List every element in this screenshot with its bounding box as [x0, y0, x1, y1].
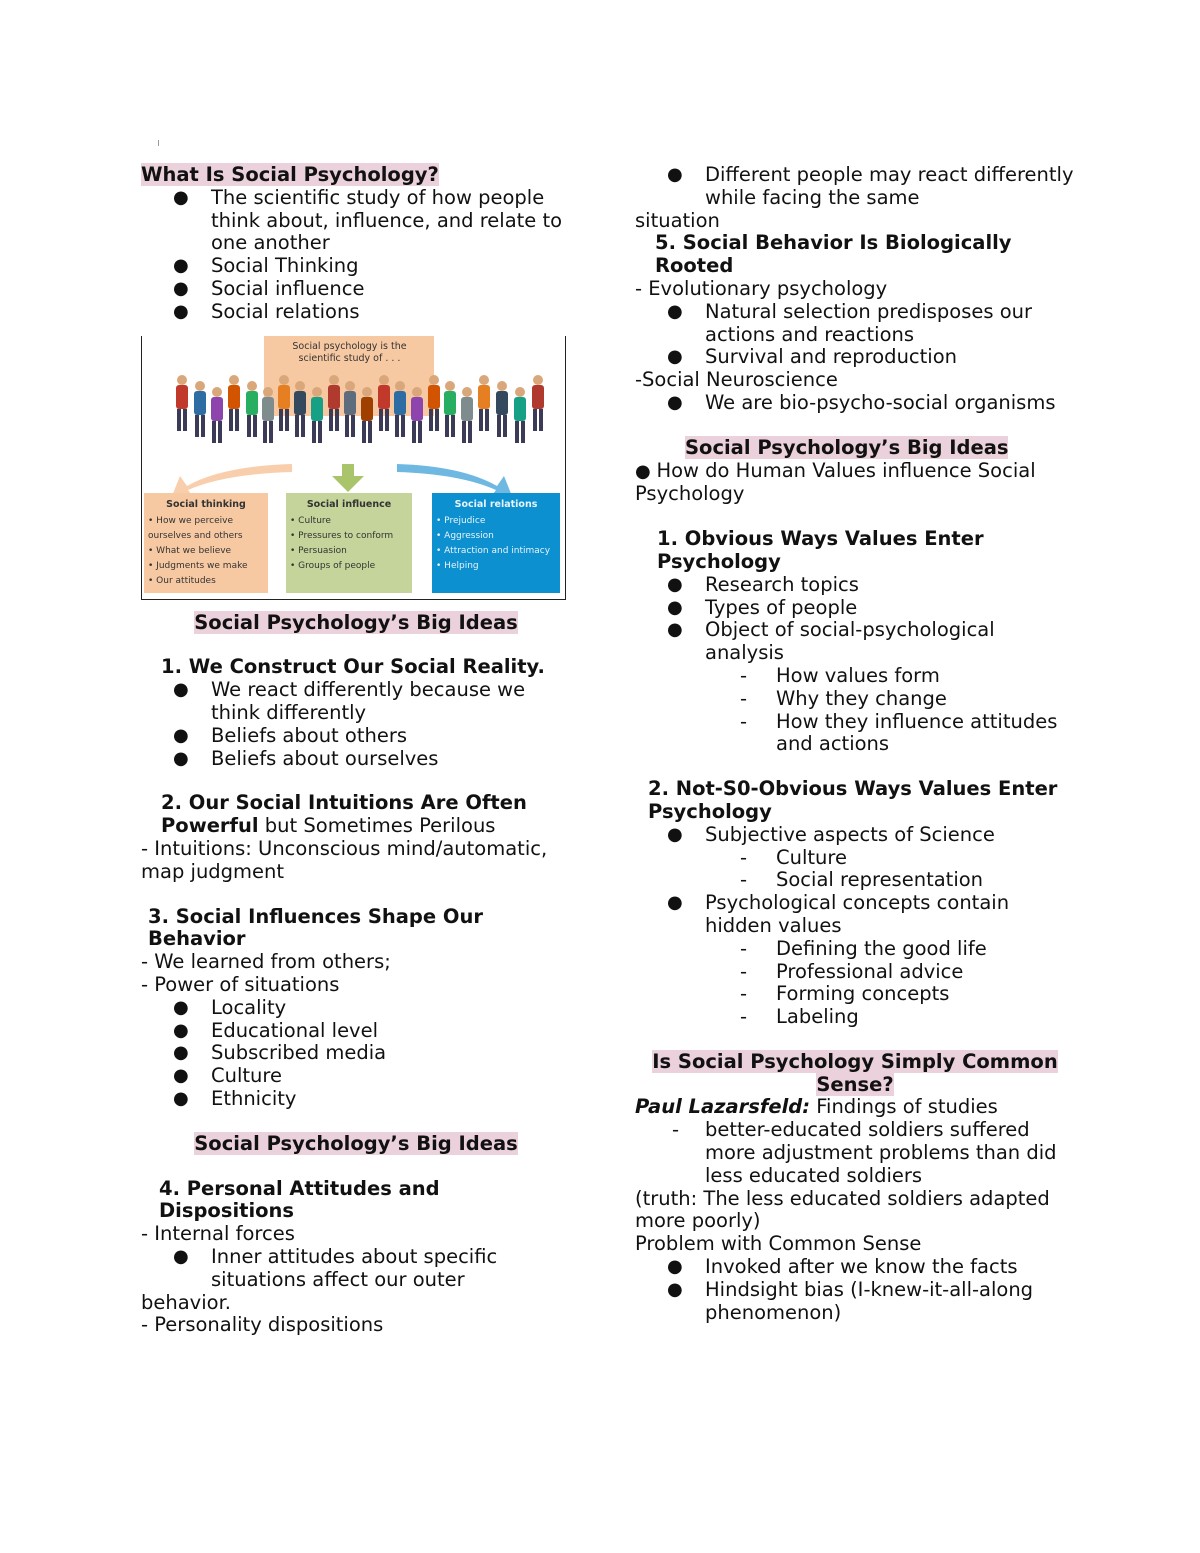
list-item: ● Invoked after we know the facts	[635, 1256, 1075, 1279]
person-leg-icon	[362, 421, 366, 443]
list-item: ● We react differently because we think differently	[141, 679, 571, 725]
question-line	[635, 460, 1075, 507]
person-head-icon	[329, 375, 339, 385]
person-head-icon	[263, 387, 273, 397]
person-leg-icon	[335, 409, 339, 431]
figure-box-item: • Persuasion	[290, 544, 408, 559]
person-leg-icon	[235, 409, 239, 431]
person-leg-icon	[229, 409, 233, 431]
list-item: ● Locality	[141, 997, 571, 1020]
heading-big-ideas: Social Psychology’s Big Ideas	[194, 1131, 518, 1155]
person-body-icon	[444, 391, 456, 415]
person-leg-icon	[395, 415, 399, 437]
heading-big-ideas: Social Psychology’s Big Ideas	[194, 610, 518, 634]
person-body-icon	[478, 385, 490, 409]
person-leg-icon	[521, 421, 525, 443]
list-item: ● Ethnicity	[141, 1088, 571, 1111]
section-list	[635, 892, 1075, 938]
person-head-icon	[462, 387, 472, 397]
sub-item: - Professional advice	[635, 961, 1075, 984]
text-line: - Internal forces	[141, 1222, 295, 1246]
sub-list	[635, 1119, 1075, 1187]
person-leg-icon	[515, 421, 519, 443]
person-body-icon	[361, 397, 373, 421]
list-item: ● Beliefs about ourselves	[141, 748, 571, 771]
text-line: behavior.	[141, 1290, 231, 1314]
figure-box-title: Social thinking	[166, 498, 246, 510]
section-title	[141, 792, 571, 838]
section-list	[635, 392, 1075, 415]
person-leg-icon	[212, 421, 216, 443]
list-item: ● Inner attitudes about specific situations affect our outer	[141, 1246, 571, 1292]
person-body-icon	[246, 391, 258, 415]
question-text: How do Human Values influence Social Psychology	[635, 458, 1036, 506]
text-line	[635, 1096, 1075, 1119]
person-head-icon	[533, 375, 543, 385]
person-body-icon	[514, 397, 526, 421]
sub-item: - How values form	[635, 665, 1075, 688]
person-head-icon	[515, 387, 525, 397]
figure-box-item: • Culture	[290, 514, 408, 529]
person-head-icon	[429, 375, 439, 385]
person-leg-icon	[351, 415, 355, 437]
list-item: ● Beliefs about others	[141, 725, 571, 748]
person-leg-icon	[401, 415, 405, 437]
section-list	[635, 1256, 1075, 1324]
social-psychology-figure	[141, 336, 566, 600]
person-leg-icon	[368, 421, 372, 443]
list-item: ● Survival and reproduction	[635, 346, 1075, 369]
sub-item: - Why they change	[635, 688, 1075, 711]
text-line: - Personality dispositions	[141, 1313, 384, 1337]
list-item: ● Psychological concepts contain hidden values	[635, 892, 1075, 938]
figure-box-item: • Helping	[436, 559, 556, 574]
person-leg-icon	[462, 421, 466, 443]
figure-box-item: • Our attitudes	[148, 574, 264, 589]
list-item: ● We are bio-psycho-social organisms	[635, 392, 1075, 415]
person-leg-icon	[183, 409, 187, 431]
person-body-icon	[378, 385, 390, 409]
person-leg-icon	[312, 421, 316, 443]
section-title-bold: 2. Our Social Intuitions Are Often Powerful	[161, 791, 527, 838]
list-item: ● Hindsight bias (I-knew-it-all-along phenomenon)	[635, 1279, 1075, 1325]
sub-item: - Defining the good life	[635, 938, 1075, 961]
section-list	[141, 1246, 571, 1292]
figure-box-item: • Prejudice	[436, 514, 556, 529]
section-list	[635, 301, 1075, 369]
section-title: 3. Social Influences Shape Our Behavior	[148, 904, 483, 951]
person-leg-icon	[263, 421, 267, 443]
person-head-icon	[295, 381, 305, 391]
person-body-icon	[461, 397, 473, 421]
figure-top-caption: Social psychology is the scientific study of . . .	[292, 340, 407, 364]
person-leg-icon	[318, 421, 322, 443]
list-item: ● Types of people	[635, 597, 1075, 620]
person-head-icon	[312, 387, 322, 397]
list-item: ● Subscribed media	[141, 1042, 571, 1065]
person-head-icon	[229, 375, 239, 385]
person-leg-icon	[429, 409, 433, 431]
what-list	[141, 187, 571, 324]
sub-item: - better-educated soldiers suffered more adjustment problems than did less educated soldiers	[635, 1119, 1075, 1187]
person-body-icon	[496, 391, 508, 415]
section-list	[635, 574, 1075, 665]
section-list	[635, 824, 1075, 847]
text-line: - Power of situations	[141, 972, 340, 996]
list-item: ● Natural selection predisposes our actions and reactions	[635, 301, 1075, 347]
person-body-icon	[311, 397, 323, 421]
list-item: ● Research topics	[635, 574, 1075, 597]
section-list	[141, 679, 571, 770]
text-line: - We learned from others;	[141, 950, 391, 974]
list-item: ● Subjective aspects of Science	[635, 824, 1075, 847]
person-head-icon	[195, 381, 205, 391]
author-name: Paul Lazarsfeld:	[635, 1095, 811, 1119]
page-mark	[158, 140, 159, 146]
person-body-icon	[176, 385, 188, 409]
text-line: - Intuitions: Unconscious mind/automatic, map judgment	[141, 836, 548, 883]
sub-item: - Culture	[635, 847, 1075, 870]
person-leg-icon	[201, 415, 205, 437]
person-head-icon	[445, 381, 455, 391]
author-text: Findings of studies	[810, 1095, 998, 1119]
sub-item: - Labeling	[635, 1006, 1075, 1029]
list-item: ● Object of social-psychological analysis	[635, 619, 1075, 665]
person-leg-icon	[295, 415, 299, 437]
text-line: situation	[635, 208, 720, 232]
sub-item: - Forming concepts	[635, 983, 1075, 1006]
person-leg-icon	[177, 409, 181, 431]
person-leg-icon	[285, 409, 289, 431]
person-head-icon	[497, 381, 507, 391]
sub-list	[635, 847, 1075, 893]
person-body-icon	[328, 385, 340, 409]
person-leg-icon	[301, 415, 305, 437]
person-leg-icon	[418, 421, 422, 443]
person-leg-icon	[533, 409, 537, 431]
person-body-icon	[262, 397, 274, 421]
person-leg-icon	[218, 421, 222, 443]
person-leg-icon	[485, 409, 489, 431]
list-item: ● Social influence	[141, 278, 571, 301]
person-head-icon	[395, 381, 405, 391]
heading-common-sense: Is Social Psychology Simply Common Sense?	[652, 1049, 1058, 1096]
person-leg-icon	[379, 409, 383, 431]
person-leg-icon	[503, 415, 507, 437]
figure-box-item: • Judgments we make	[148, 559, 264, 574]
sub-list	[635, 665, 1075, 756]
person-leg-icon	[451, 415, 455, 437]
list-item: ● Educational level	[141, 1020, 571, 1043]
heading-big-ideas: Social Psychology’s Big Ideas	[685, 435, 1009, 459]
heading-what-is-social-psychology: What Is Social Psychology?	[141, 163, 439, 186]
right-column	[635, 164, 1075, 1324]
figure-box-item: • What we believe	[148, 544, 264, 559]
figure-box-social-relations	[432, 493, 560, 593]
list-item: ● The scientific study of how people think about, influence, and relate to one another	[141, 187, 571, 255]
person-head-icon	[177, 375, 187, 385]
arrow-down-icon	[332, 464, 364, 492]
section-title: 2. Not-S0-Obvious Ways Values Enter Psychology	[648, 777, 1058, 823]
person-leg-icon	[497, 415, 501, 437]
figure-box-item: • Groups of people	[290, 559, 408, 574]
section-title: 1. We Construct Our Social Reality.	[161, 655, 545, 679]
person-leg-icon	[345, 415, 349, 437]
figure-box-social-influence	[286, 493, 412, 593]
person-head-icon	[479, 375, 489, 385]
person-body-icon	[344, 391, 356, 415]
text-line: Problem with Common Sense	[635, 1232, 922, 1256]
text-line: (truth: The less educated soldiers adapted more poorly)	[635, 1186, 1050, 1233]
list-item: ● Different people may react differently while facing the same	[635, 164, 1075, 210]
person-leg-icon	[253, 415, 257, 437]
left-column	[141, 164, 571, 1337]
person-body-icon	[278, 385, 290, 409]
figure-box-title: Social relations	[454, 498, 538, 510]
person-body-icon	[211, 397, 223, 421]
section-list	[635, 164, 1075, 210]
person-leg-icon	[435, 409, 439, 431]
person-leg-icon	[479, 409, 483, 431]
bullet-icon: ●	[635, 460, 657, 482]
person-head-icon	[247, 381, 257, 391]
person-leg-icon	[468, 421, 472, 443]
person-leg-icon	[269, 421, 273, 443]
list-item: ● Social Thinking	[141, 255, 571, 278]
sub-item: - Social representation	[635, 869, 1075, 892]
person-head-icon	[279, 375, 289, 385]
sub-list	[635, 938, 1075, 1029]
person-head-icon	[379, 375, 389, 385]
person-body-icon	[428, 385, 440, 409]
text-line: - Evolutionary psychology	[635, 276, 888, 300]
person-head-icon	[212, 387, 222, 397]
section-title: 1. Obvious Ways Values Enter Psychology	[657, 527, 984, 573]
person-leg-icon	[539, 409, 543, 431]
figure-box-social-thinking	[144, 493, 268, 593]
person-body-icon	[194, 391, 206, 415]
section-title-rest: but Sometimes Perilous	[258, 814, 496, 838]
person-leg-icon	[279, 409, 283, 431]
person-leg-icon	[247, 415, 251, 437]
text-line: -Social Neuroscience	[635, 368, 838, 392]
section-title: 4. Personal Attitudes and Dispositions	[159, 1176, 440, 1223]
figure-box-title: Social influence	[306, 498, 392, 510]
figure-box-item: • Pressures to conform	[290, 529, 408, 544]
person-body-icon	[411, 397, 423, 421]
person-head-icon	[345, 381, 355, 391]
person-leg-icon	[385, 409, 389, 431]
list-item: ● Culture	[141, 1065, 571, 1088]
sub-item: - How they influence attitudes and actions	[635, 711, 1075, 757]
figure-box-item: • How we perceive ourselves and others	[148, 514, 264, 544]
section-list	[141, 997, 571, 1111]
figure-box-item: • Attraction and intimacy	[436, 544, 556, 559]
person-leg-icon	[412, 421, 416, 443]
person-body-icon	[394, 391, 406, 415]
person-leg-icon	[445, 415, 449, 437]
person-body-icon	[228, 385, 240, 409]
person-leg-icon	[329, 409, 333, 431]
person-body-icon	[532, 385, 544, 409]
person-head-icon	[412, 387, 422, 397]
person-body-icon	[294, 391, 306, 415]
person-head-icon	[362, 387, 372, 397]
list-item: ● Social relations	[141, 301, 571, 324]
person-leg-icon	[195, 415, 199, 437]
section-title: 5. Social Behavior Is Biologically Rooted	[655, 231, 1012, 278]
figure-box-item: • Aggression	[436, 529, 556, 544]
